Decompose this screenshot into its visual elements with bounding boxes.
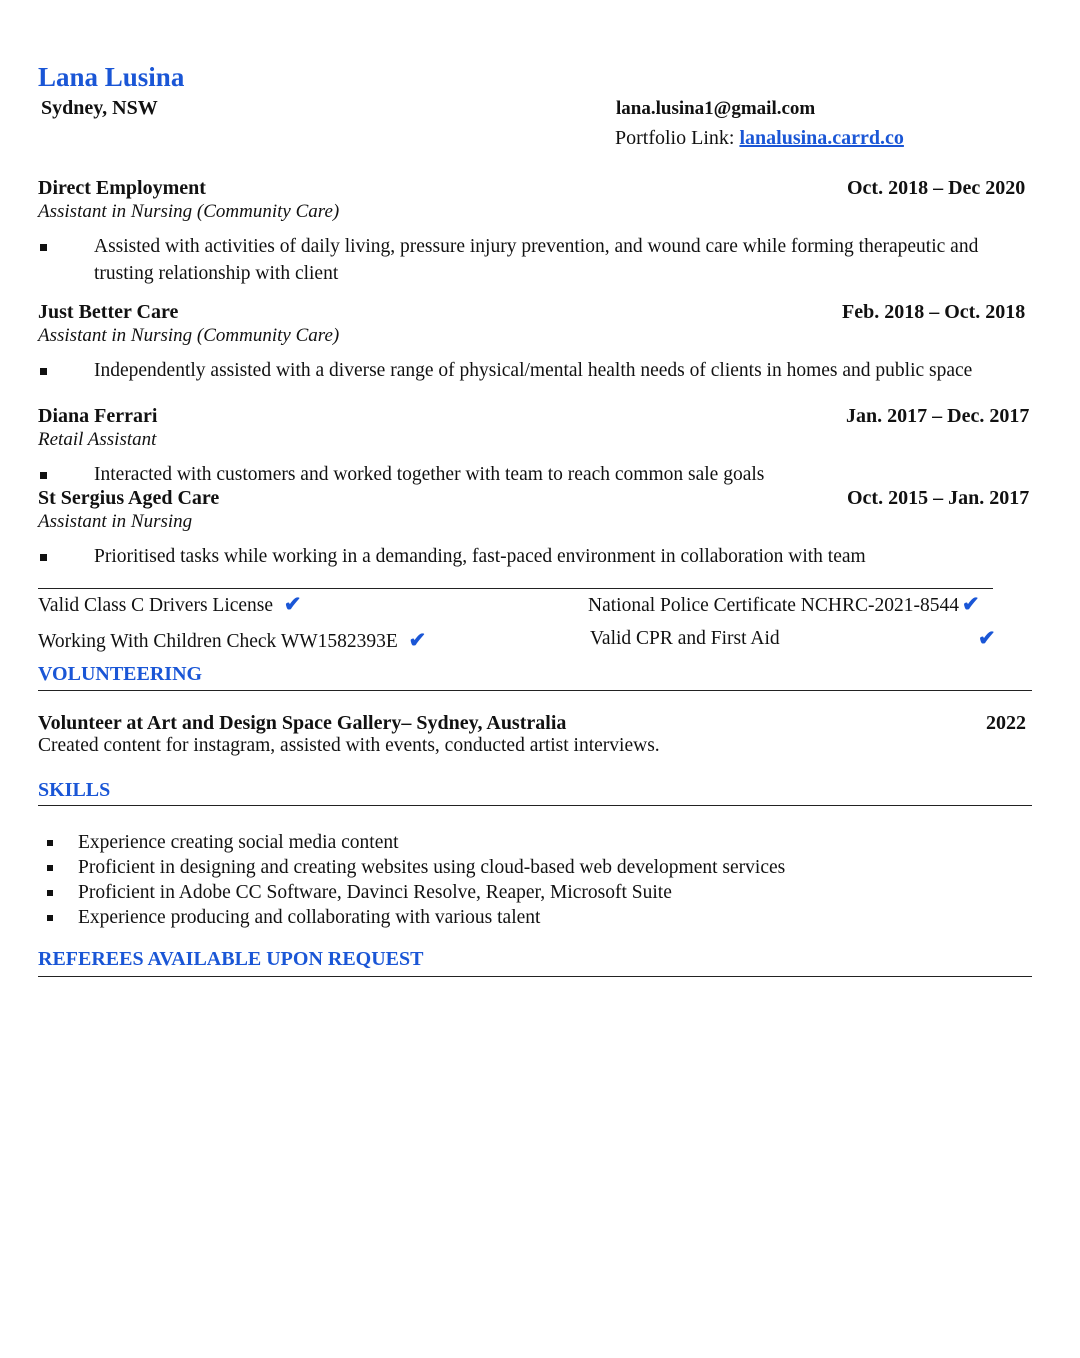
company-name: Just Better Care: [38, 301, 179, 323]
checkmark-icon: ✔: [283, 592, 302, 616]
volunteer-year: 2022: [986, 712, 1026, 734]
skill-text: Experience creating social media content: [78, 832, 399, 853]
bullet-text: Interacted with customers and worked together with team to reach common sale goals: [94, 464, 765, 485]
section-title-skills: SKILLS: [38, 779, 111, 801]
bullet-square-icon: [47, 890, 53, 896]
portfolio-line: [615, 127, 904, 150]
skill-text: Proficient in Adobe CC Software, Davinci Resolve, Reaper, Microsoft Suite: [78, 882, 672, 903]
job-st-sergius: [38, 487, 1032, 570]
job-bullet: [38, 543, 1032, 570]
job-direct-employment: [38, 177, 1032, 287]
bullet-text: Assisted with activities of daily living, pressure injury prevention, and wound care while forming therapeutic and trusting relationship with client: [94, 236, 979, 284]
section-rule: [38, 690, 1032, 691]
cert-label: Valid Class C Drivers License: [38, 595, 274, 616]
job-dates: Oct. 2015 – Jan. 2017: [847, 487, 1030, 509]
job-dates: Oct. 2018 – Dec 2020: [847, 177, 1026, 199]
job-role: Assistant in Nursing (Community Care): [38, 325, 340, 346]
cert-cpr-check: [978, 626, 996, 651]
cert-label: National Police Certificate NCHRC-2021-8544: [588, 595, 959, 616]
bullet-square-icon: [47, 915, 53, 921]
portfolio-link[interactable]: lanalusina.carrd.co: [739, 127, 904, 149]
cert-police-check: [588, 592, 980, 617]
checkmark-icon: ✔: [978, 626, 996, 650]
experience-divider: [38, 588, 993, 589]
bullet-text: Independently assisted with a diverse range of physical/mental health needs of clients in homes and public space: [94, 360, 973, 381]
volunteer-description: Created content for instagram, assisted with events, conducted artist interviews.: [38, 735, 660, 756]
cert-wwcc: [38, 628, 426, 653]
bullet-square-icon: [40, 472, 47, 479]
job-dates: Feb. 2018 – Oct. 2018: [842, 301, 1026, 323]
bullet-text: Prioritised tasks while working in a demanding, fast-paced environment in collaboration with team: [94, 546, 866, 567]
job-dates: Jan. 2017 – Dec. 2017: [846, 405, 1030, 427]
bullet-square-icon: [40, 244, 47, 251]
skill-text: Experience producing and collaborating with various talent: [78, 907, 541, 928]
section-title-volunteering: VOLUNTEERING: [38, 663, 203, 685]
skill-text: Proficient in designing and creating websites using cloud-based web development services: [78, 857, 786, 878]
bullet-square-icon: [47, 840, 53, 846]
company-name: Diana Ferrari: [38, 405, 158, 427]
list-item: [38, 830, 1032, 855]
company-name: St Sergius Aged Care: [38, 487, 220, 509]
job-diana-ferrari: [38, 405, 1032, 488]
checkmark-icon: ✔: [961, 592, 980, 616]
job-bullet: [38, 461, 1032, 488]
list-item: [38, 855, 1032, 880]
job-bullet: [38, 233, 1032, 287]
bullet-square-icon: [40, 554, 47, 561]
cert-cpr-first-aid: [590, 628, 780, 650]
list-item: [38, 880, 1032, 905]
bullet-square-icon: [40, 368, 47, 375]
bullet-square-icon: [47, 865, 53, 871]
volunteer-title: Volunteer at Art and Design Space Gallery– Sydney, Australia: [38, 712, 567, 734]
list-item: [38, 905, 1032, 930]
candidate-location: Sydney, NSW: [41, 97, 158, 119]
section-rule: [38, 805, 1032, 806]
job-role: Assistant in Nursing (Community Care): [38, 201, 340, 222]
job-just-better-care: [38, 301, 1032, 384]
email-address[interactable]: lana.lusina1@gmail.com: [616, 98, 816, 119]
cert-label: Valid CPR and First Aid: [590, 628, 780, 649]
checkmark-icon: ✔: [408, 628, 427, 652]
skills-list: [38, 830, 1032, 930]
cert-drivers-license: [38, 592, 302, 617]
section-rule: [38, 976, 1032, 977]
section-title-referees: REFEREES AVAILABLE UPON REQUEST: [38, 948, 424, 970]
candidate-name: Lana Lusina: [38, 62, 185, 92]
job-role: Assistant in Nursing: [38, 511, 193, 532]
job-role: Retail Assistant: [38, 429, 157, 450]
job-bullet: [38, 357, 1032, 384]
portfolio-label: Portfolio Link:: [615, 127, 740, 149]
cert-label: Working With Children Check WW1582393E: [38, 631, 398, 652]
company-name: Direct Employment: [38, 177, 206, 199]
